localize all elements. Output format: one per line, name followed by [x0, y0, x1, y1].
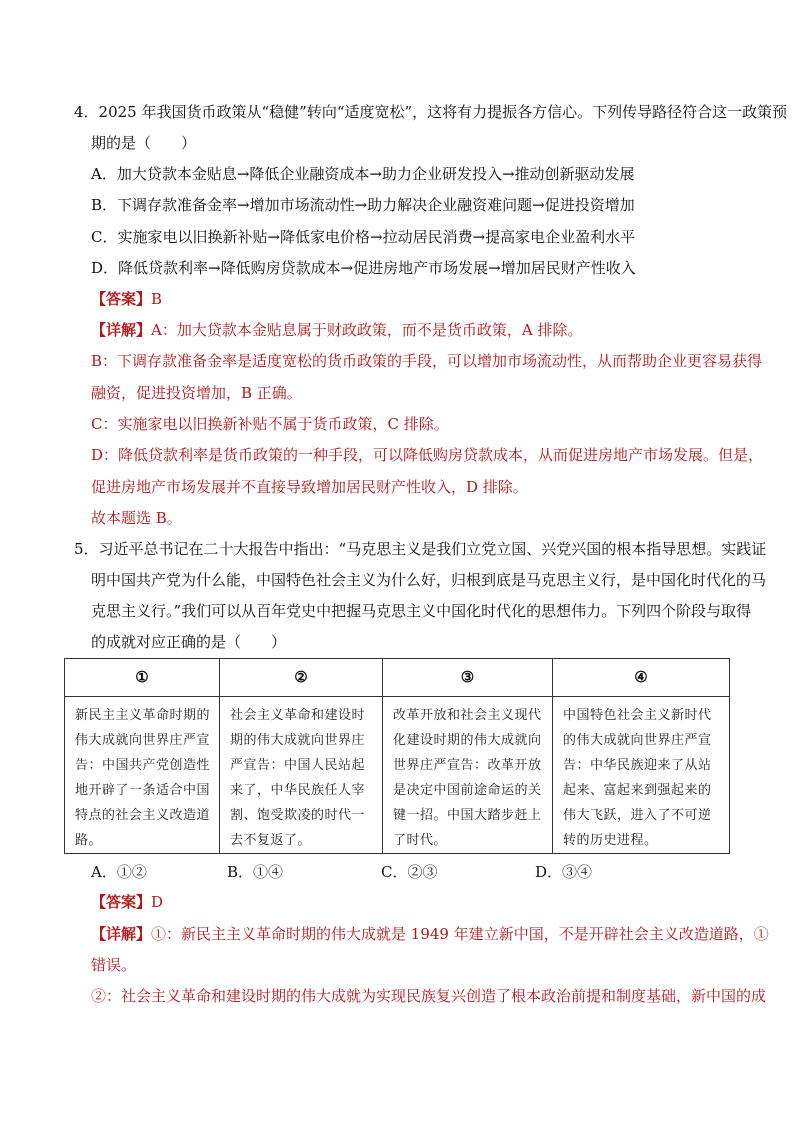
q4-option-d: D．降低贷款利率→降低购房贷款成本→促进房地产市场发展→增加居民财产性收入 — [91, 259, 636, 277]
q5-detail-1a-text: ①：新民主主义革命时期的伟大成就是 1949 年建立新中国，不是开辟社会主义改造道路，① — [151, 925, 769, 943]
q5-option-a: A．①② — [91, 863, 147, 881]
q4-answer-value: B — [151, 290, 163, 308]
q4-answer-label: 【答案】 — [91, 290, 152, 308]
q4-stem-line2: 期的是（ ） — [91, 134, 197, 152]
q4-option-a: A．加大贷款本金贴息→降低企业融资成本→助力企业研发投入→推动创新驱动发展 — [91, 165, 635, 183]
q4-detail-d2: 促进房地产市场发展并不直接导致增加居民财产性收入，D 排除。 — [91, 478, 528, 496]
table-cell-4: 中国特色社会主义新时代的伟大成就向世界庄严宣告：中华民族迎来了从站起来、富起来到强起来的伟大飞跃，进入了不可逆转的历史进程。 — [563, 708, 712, 848]
q5-detail-1a — [91, 924, 769, 944]
q4-detail-label: 【详解】 — [91, 321, 152, 339]
q5-answer-label: 【答案】 — [91, 893, 152, 911]
q4-detail-c: C：实施家电以旧换新补贴不属于货币政策，C 排除。 — [91, 415, 449, 433]
q5-detail-1b: 错误。 — [91, 956, 137, 974]
q5-detail-2a: ②：社会主义革命和建设时期的伟大成就为实现民族复兴创造了根本政治前提和制度基础，新中国的成 — [91, 987, 767, 1005]
q5-stem-line2: 明中国共产党为什么能，中国特色社会主义为什么好，归根到底是马克思主义行，是中国化时代化的马 — [91, 571, 767, 589]
table-cell-1: 新民主主义革命时期的伟大成就向世界庄严宣告：中国共产党创造性地开辟了一条适合中国特点的社会主义改造道路。 — [65, 697, 220, 853]
q5-option-d: D．③④ — [535, 863, 593, 881]
q5-stem-line3: 克思主义行。”我们可以从百年党史中把握马克思主义中国化时代化的思想伟力。下列四个阶段与取得 — [91, 602, 752, 620]
q4-detail-d1: D：降低贷款利率是货币政策的一种手段，可以降低购房贷款成本，从而促进房地产市场发展。但是， — [91, 446, 764, 464]
q5-stem-line1: 5．习近平总书记在二十大报告中指出：“马克思主义是我们立党立国、兴党兴国的根本指导思想。实践证 — [74, 540, 767, 558]
q5-option-b: B．①④ — [227, 863, 284, 881]
q5-option-c: C．②③ — [381, 863, 438, 881]
q4-detail-b1: B：下调存款准备金率是适度宽松的货币政策的手段，可以增加市场流动性，从而帮助企业更容易获得 — [91, 352, 763, 370]
table-header-2: ② — [220, 659, 383, 696]
q5-stem-line4: 的成就对应正确的是（ ） — [91, 633, 287, 651]
q4-detail-a-text: A：加大贷款本金贴息属于财政政策，而不是货币政策，A 排除。 — [151, 321, 583, 339]
q5-answer-value: D — [151, 893, 164, 911]
q4-stem-line1: 4．2025 年我国货币政策从“稳健”转向“适度宽松”，这将有力提振各方信心。下列传导路径符合这一政策预 — [74, 103, 788, 121]
q4-answer — [91, 289, 162, 309]
q4-detail-b2: 融资，促进投资增加，B 正确。 — [91, 384, 302, 402]
q4-conclusion: 故本题选 B。 — [91, 509, 182, 527]
stages-table — [64, 658, 730, 854]
table-cell-2: 社会主义革命和建设时期的伟大成就向世界庄严宣告：中国人民站起来了，中华民族任人宰割、饱受欺凌的时代一去不复返了。 — [220, 697, 383, 853]
q5-detail-label: 【详解】 — [91, 925, 152, 943]
q4-option-b: B．下调存款准备金率→增加市场流动性→助力解决企业融资难问题→促进投资增加 — [91, 196, 635, 214]
table-cell-3: 改革开放和社会主义现代化建设时期的伟大成就向世界庄严宣告：改革开放是决定中国前途命运的关键一招。中国大踏步赶上了时代。 — [383, 697, 553, 853]
table-header-3: ③ — [383, 659, 553, 696]
table-header-4: ④ — [634, 668, 648, 686]
q4-detail-a — [91, 320, 582, 340]
q5-answer — [91, 892, 163, 912]
table-header-1: ① — [65, 659, 220, 696]
q4-option-c: C．实施家电以旧换新补贴→降低家电价格→拉动居民消费→提高家电企业盈利水平 — [91, 228, 636, 246]
